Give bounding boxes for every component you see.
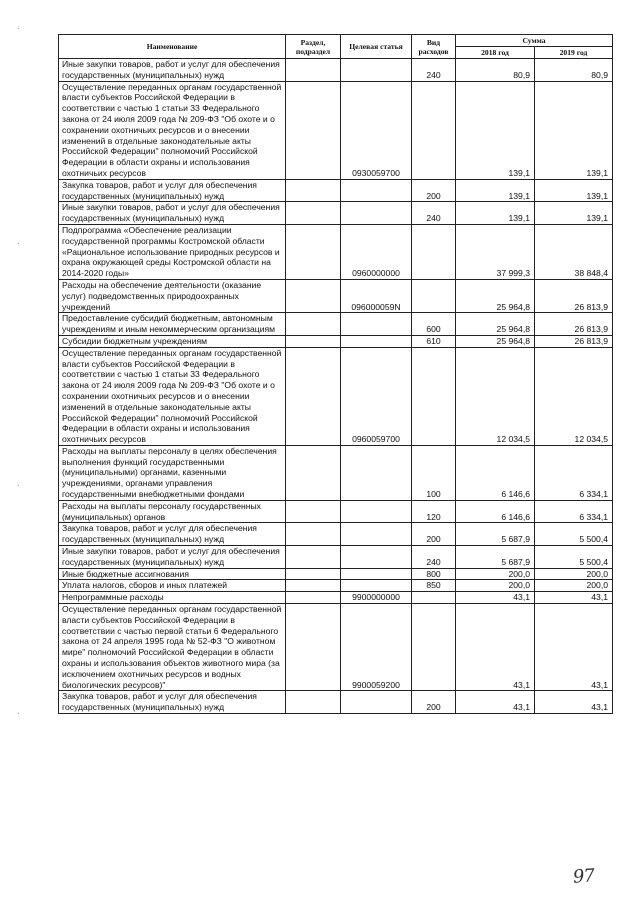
table-body — [59, 59, 613, 714]
table-row — [59, 224, 613, 279]
cell-name: Осуществление переданных органам государственной власти субъектов Российской Федерации в соответствии с частью 1 статьи 33 Федерального закона от 24 июля 2009 года № 209-ФЗ "Об охоте и о сохранении охотничьих ресурсов и о внесении изменений в отдельные законодательные акты Российской Федерации" полномочий Российской Федерации в области охраны и использования охотничьих ресурсов — [59, 347, 286, 445]
cell-target — [341, 335, 412, 347]
table-row — [59, 179, 613, 202]
table-row — [59, 445, 613, 500]
cell-2018: 200,0 — [456, 568, 535, 580]
cell-type: 100 — [412, 445, 456, 500]
cell-target — [341, 445, 412, 500]
cell-2018: 43,1 — [456, 691, 535, 714]
cell-target — [341, 179, 412, 202]
cell-2019: 43,1 — [535, 691, 613, 714]
cell-type: 240 — [412, 546, 456, 569]
table-row — [59, 202, 613, 225]
cell-target: 0960059700 — [341, 347, 412, 445]
cell-2018: 25 964,8 — [456, 335, 535, 347]
cell-name: Непрограммные расходы — [59, 592, 286, 604]
cell-2018: 139,1 — [456, 202, 535, 225]
cell-section — [286, 523, 341, 546]
cell-section — [286, 568, 341, 580]
cell-2018: 25 964,8 — [456, 313, 535, 336]
cell-section — [286, 81, 341, 179]
cell-name: Подпрограмма «Обеспечение реализации государственной программы Костромской области «Рациональное использование природных ресурсов и охрана окружающей среды Костромской области на 2014-2020 годы» — [59, 224, 286, 279]
cell-target — [341, 691, 412, 714]
cell-name: Уплата налогов, сборов и иных платежей — [59, 580, 286, 592]
cell-name: Иные закупки товаров, работ и услуг для обеспечения государственных (муниципальных) нужд — [59, 202, 286, 225]
cell-2019: 12 034,5 — [535, 347, 613, 445]
cell-name: Предоставление субсидий бюджетным, автономным учреждениям и иным некоммерческим организациям — [59, 313, 286, 336]
table-row — [59, 568, 613, 580]
table-row — [59, 335, 613, 347]
header-sum: Сумма — [456, 35, 613, 47]
cell-2018: 139,1 — [456, 179, 535, 202]
cell-2019: 43,1 — [535, 604, 613, 691]
cell-section — [286, 179, 341, 202]
cell-2018: 12 034,5 — [456, 347, 535, 445]
cell-name: Иные закупки товаров, работ и услуг для обеспечения государственных (муниципальных) нужд — [59, 59, 286, 82]
table-row — [59, 279, 613, 312]
cell-type: 850 — [412, 580, 456, 592]
cell-2019: 200,0 — [535, 580, 613, 592]
cell-name: Закупка товаров, работ и услуг для обеспечения государственных (муниципальных) нужд — [59, 691, 286, 714]
budget-table — [58, 34, 613, 714]
cell-name: Осуществление переданных органам государственной власти субъектов Российской Федерации в соответствии с частью 1 статьи 33 Федерального закона от 24 июля 2009 года № 209-ФЗ "Об охоте и о сохранении охотничьих ресурсов и о внесении изменений в отдельные законодательные акты Российской Федерации" полномочий Российской Федерации в области охраны и использования охотничьих ресурсов — [59, 81, 286, 179]
cell-type — [412, 224, 456, 279]
cell-2019: 43,1 — [535, 592, 613, 604]
cell-2018: 43,1 — [456, 604, 535, 691]
cell-2018: 25 964,8 — [456, 279, 535, 312]
cell-target — [341, 546, 412, 569]
cell-target — [341, 59, 412, 82]
cell-section — [286, 500, 341, 523]
cell-type: 800 — [412, 568, 456, 580]
cell-section — [286, 59, 341, 82]
cell-section — [286, 580, 341, 592]
cell-target: 9900059200 — [341, 604, 412, 691]
cell-type: 200 — [412, 523, 456, 546]
cell-2018: 37 999,3 — [456, 224, 535, 279]
table-row — [59, 81, 613, 179]
cell-2018: 6 146,6 — [456, 500, 535, 523]
cell-type — [412, 279, 456, 312]
cell-2019: 139,1 — [535, 202, 613, 225]
cell-name: Иные бюджетные ассигнования — [59, 568, 286, 580]
header-year-2018: 2018 год — [456, 47, 535, 59]
cell-type: 120 — [412, 500, 456, 523]
cell-type — [412, 604, 456, 691]
table-row — [59, 592, 613, 604]
cell-2019: 5 500,4 — [535, 546, 613, 569]
cell-type — [412, 592, 456, 604]
cell-type: 240 — [412, 202, 456, 225]
cell-2019: 26 813,9 — [535, 335, 613, 347]
cell-2018: 6 146,6 — [456, 445, 535, 500]
table-row — [59, 580, 613, 592]
header-name: Наименование — [59, 35, 286, 59]
header-section: Раздел, подраздел — [286, 35, 341, 59]
table-row — [59, 546, 613, 569]
cell-type — [412, 347, 456, 445]
header-type: Вид расходов — [412, 35, 456, 59]
cell-type — [412, 81, 456, 179]
scan-mark: ` — [17, 712, 20, 721]
cell-target — [341, 523, 412, 546]
cell-type: 600 — [412, 313, 456, 336]
cell-2019: 26 813,9 — [535, 313, 613, 336]
scan-mark: ` — [17, 242, 20, 251]
cell-2018: 43,1 — [456, 592, 535, 604]
scan-mark: ` — [17, 27, 20, 36]
cell-2018: 139,1 — [456, 81, 535, 179]
cell-name: Осуществление переданных органам государственной власти субъектов Российской Федерации в соответствии с частью первой статьи 6 Федерального закона от 24 апреля 1995 года № 52-ФЗ "О животном мире" полномочий Российской Федерации в области охраны и использования объектов животного мира (за исключением охотничьих ресурсов и водных биологических ресурсов)" — [59, 604, 286, 691]
cell-name: Закупка товаров, работ и услуг для обеспечения государственных (муниципальных) нужд — [59, 179, 286, 202]
cell-name: Расходы на выплаты персоналу государственных (муниципальных) органов — [59, 500, 286, 523]
table-row — [59, 604, 613, 691]
cell-target — [341, 580, 412, 592]
cell-section — [286, 335, 341, 347]
cell-section — [286, 691, 341, 714]
cell-2018: 5 687,9 — [456, 523, 535, 546]
table-row — [59, 313, 613, 336]
table-row — [59, 691, 613, 714]
cell-section — [286, 202, 341, 225]
cell-type: 240 — [412, 59, 456, 82]
page-number: 97 — [572, 865, 595, 888]
table-row — [59, 500, 613, 523]
cell-target — [341, 500, 412, 523]
table-row — [59, 523, 613, 546]
cell-target — [341, 568, 412, 580]
cell-2019: 139,1 — [535, 179, 613, 202]
cell-target — [341, 202, 412, 225]
cell-2019: 6 334,1 — [535, 445, 613, 500]
cell-name: Расходы на обеспечение деятельности (оказание услуг) подведомственных природоохранных учреждений — [59, 279, 286, 312]
cell-section — [286, 592, 341, 604]
cell-2019: 139,1 — [535, 81, 613, 179]
cell-section — [286, 313, 341, 336]
cell-name: Закупка товаров, работ и услуг для обеспечения государственных (муниципальных) нужд — [59, 523, 286, 546]
cell-2019: 26 813,9 — [535, 279, 613, 312]
cell-type: 200 — [412, 179, 456, 202]
cell-target: 096000059N — [341, 279, 412, 312]
cell-target: 0960000000 — [341, 224, 412, 279]
cell-name: Расходы на выплаты персоналу в целях обеспечения выполнения функций государственными (муниципальными) органами, казенными учреждениями, органами управления государственными внебюджетными фондами — [59, 445, 286, 500]
cell-2019: 6 334,1 — [535, 500, 613, 523]
table-row — [59, 347, 613, 445]
header-target: Целевая статья — [341, 35, 412, 59]
cell-target: 0930059700 — [341, 81, 412, 179]
cell-2019: 200,0 — [535, 568, 613, 580]
table-row — [59, 59, 613, 82]
cell-type: 610 — [412, 335, 456, 347]
cell-type: 200 — [412, 691, 456, 714]
cell-name: Субсидии бюджетным учреждениям — [59, 335, 286, 347]
cell-target: 9900000000 — [341, 592, 412, 604]
cell-section — [286, 604, 341, 691]
cell-2019: 5 500,4 — [535, 523, 613, 546]
cell-section — [286, 546, 341, 569]
cell-2019: 38 848,4 — [535, 224, 613, 279]
cell-section — [286, 279, 341, 312]
cell-2018: 5 687,9 — [456, 546, 535, 569]
cell-name: Иные закупки товаров, работ и услуг для обеспечения государственных (муниципальных) нужд — [59, 546, 286, 569]
cell-2018: 200,0 — [456, 580, 535, 592]
cell-target — [341, 313, 412, 336]
cell-section — [286, 445, 341, 500]
cell-2018: 80,9 — [456, 59, 535, 82]
cell-section — [286, 347, 341, 445]
header-year-2019: 2019 год — [535, 47, 613, 59]
cell-section — [286, 224, 341, 279]
cell-2019: 80,9 — [535, 59, 613, 82]
scan-mark: ` — [17, 484, 20, 493]
